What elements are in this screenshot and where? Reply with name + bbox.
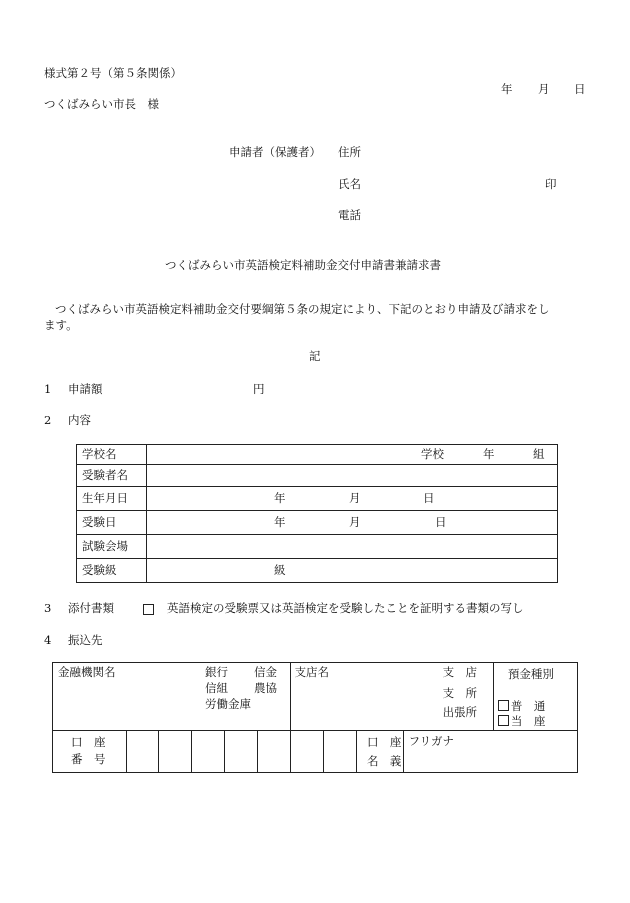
type-nokyo: 農協	[254, 681, 277, 695]
exam-year-label: 年	[274, 515, 286, 529]
type-bank: 銀行	[205, 665, 228, 679]
venue-label-cell	[77, 535, 147, 559]
deposit-current-option[interactable]	[498, 714, 546, 728]
branch-shiten: 支 店	[442, 665, 478, 679]
account-digit-6[interactable]	[290, 731, 323, 773]
date-year-label: 年	[501, 82, 513, 96]
applicant-name-label: 氏名	[338, 177, 361, 191]
yen-unit: 円	[253, 382, 265, 396]
account-digit-2[interactable]	[158, 731, 191, 773]
section3-number: 3	[44, 601, 52, 615]
birthdate-label-cell	[77, 487, 147, 511]
section1-label: 申請額	[68, 382, 103, 396]
section3-label: 添付書類	[68, 601, 114, 615]
account-label-2: 番 号	[71, 752, 106, 766]
date-day-label: 日	[574, 82, 586, 96]
deposit-current-label: 当 座	[510, 714, 546, 728]
section4-number: 4	[44, 633, 52, 647]
exam-date-label: 受験日	[82, 515, 117, 529]
document-title: つくばみらい市英語検定料補助金交付申請書兼請求書	[165, 258, 441, 272]
furigana-label: フリガナ	[408, 734, 455, 748]
exam-date-value-cell[interactable]	[147, 511, 558, 535]
venue-label: 試験会場	[82, 539, 128, 553]
deposit-ordinary-option[interactable]	[498, 699, 546, 713]
branch-shisho: 支 所	[442, 686, 478, 700]
type-shinkin: 信金	[254, 665, 277, 679]
account-digit-7[interactable]	[323, 731, 356, 773]
section2-number: 2	[44, 413, 52, 427]
body-text-line2: ます。	[44, 318, 78, 332]
addressee: つくばみらい市長 様	[44, 97, 159, 111]
type-rokin: 労働金庫	[205, 697, 251, 711]
birthdate-month-label: 月	[349, 491, 361, 505]
deposit-type-cell[interactable]	[493, 663, 577, 731]
seal-label: 印	[545, 177, 557, 191]
venue-value-cell[interactable]	[147, 535, 558, 559]
level-suffix: 級	[274, 563, 286, 577]
attachment-checkbox[interactable]	[143, 603, 156, 617]
form-number: 様式第２号（第５条関係）	[44, 66, 182, 80]
account-holder-value-cell[interactable]	[403, 731, 577, 773]
section1-number: 1	[44, 382, 52, 396]
applicant-address-label: 住所	[338, 145, 361, 159]
ordinary-checkbox[interactable]	[498, 700, 509, 711]
attachment-item: 英語検定の受験票又は英語検定を受験したことを証明する書類の写し	[167, 601, 524, 615]
school-label-cell	[77, 445, 147, 465]
content-table	[76, 444, 558, 583]
birthdate-day-label: 日	[423, 491, 435, 505]
birthdate-value-cell[interactable]	[147, 487, 558, 511]
grade-suffix: 年	[483, 447, 495, 461]
exam-day-label: 日	[435, 515, 447, 529]
current-checkbox[interactable]	[498, 715, 509, 726]
institution-label: 金融機関名	[58, 665, 116, 679]
level-value-cell[interactable]	[147, 559, 558, 583]
school-suffix: 学校	[421, 447, 444, 461]
account-digit-4[interactable]	[225, 731, 258, 773]
holder-label-2: 名 義	[366, 754, 402, 768]
class-suffix: 組	[533, 447, 545, 461]
holder-label-1: 口 座	[366, 735, 402, 749]
deposit-type-label: 預金種別	[507, 667, 554, 681]
examinee-value-cell[interactable]	[147, 465, 558, 487]
level-label-cell	[77, 559, 147, 583]
branch-shucchojo: 出張所	[442, 705, 478, 719]
account-digit-1[interactable]	[126, 731, 158, 773]
account-holder-label-cell	[356, 731, 403, 773]
applicant-phone-label: 電話	[338, 208, 361, 222]
applicant-role-label: 申請者（保護者）	[229, 145, 321, 159]
section2-label: 内容	[68, 413, 91, 427]
account-number-label-cell	[53, 731, 127, 773]
section4-label: 振込先	[68, 633, 103, 647]
type-shinkumi: 信組	[205, 681, 228, 695]
deposit-ordinary-label: 普 通	[510, 699, 546, 713]
level-label: 受験級	[82, 563, 117, 577]
date-month-label: 月	[538, 82, 550, 96]
branch-label: 支店名	[294, 665, 330, 679]
body-text-line1: つくばみらい市英語検定料補助金交付要綱第５条の規定により、下記のとおり申請及び請求をし	[55, 302, 550, 316]
school-value-cell[interactable]	[147, 445, 558, 465]
exam-date-label-cell	[77, 511, 147, 535]
bank-table	[52, 662, 578, 773]
branch-cell[interactable]	[290, 663, 493, 731]
ki-label: 記	[309, 349, 321, 363]
account-digit-5[interactable]	[258, 731, 290, 773]
exam-month-label: 月	[349, 515, 361, 529]
birthdate-label: 生年月日	[82, 491, 128, 505]
examinee-label: 受験者名	[82, 468, 128, 482]
account-digit-3[interactable]	[191, 731, 224, 773]
institution-cell[interactable]	[53, 663, 291, 731]
examinee-label-cell	[77, 465, 147, 487]
birthdate-year-label: 年	[274, 491, 286, 505]
school-label: 学校名	[82, 447, 117, 461]
account-label-1: 口 座	[71, 735, 106, 749]
